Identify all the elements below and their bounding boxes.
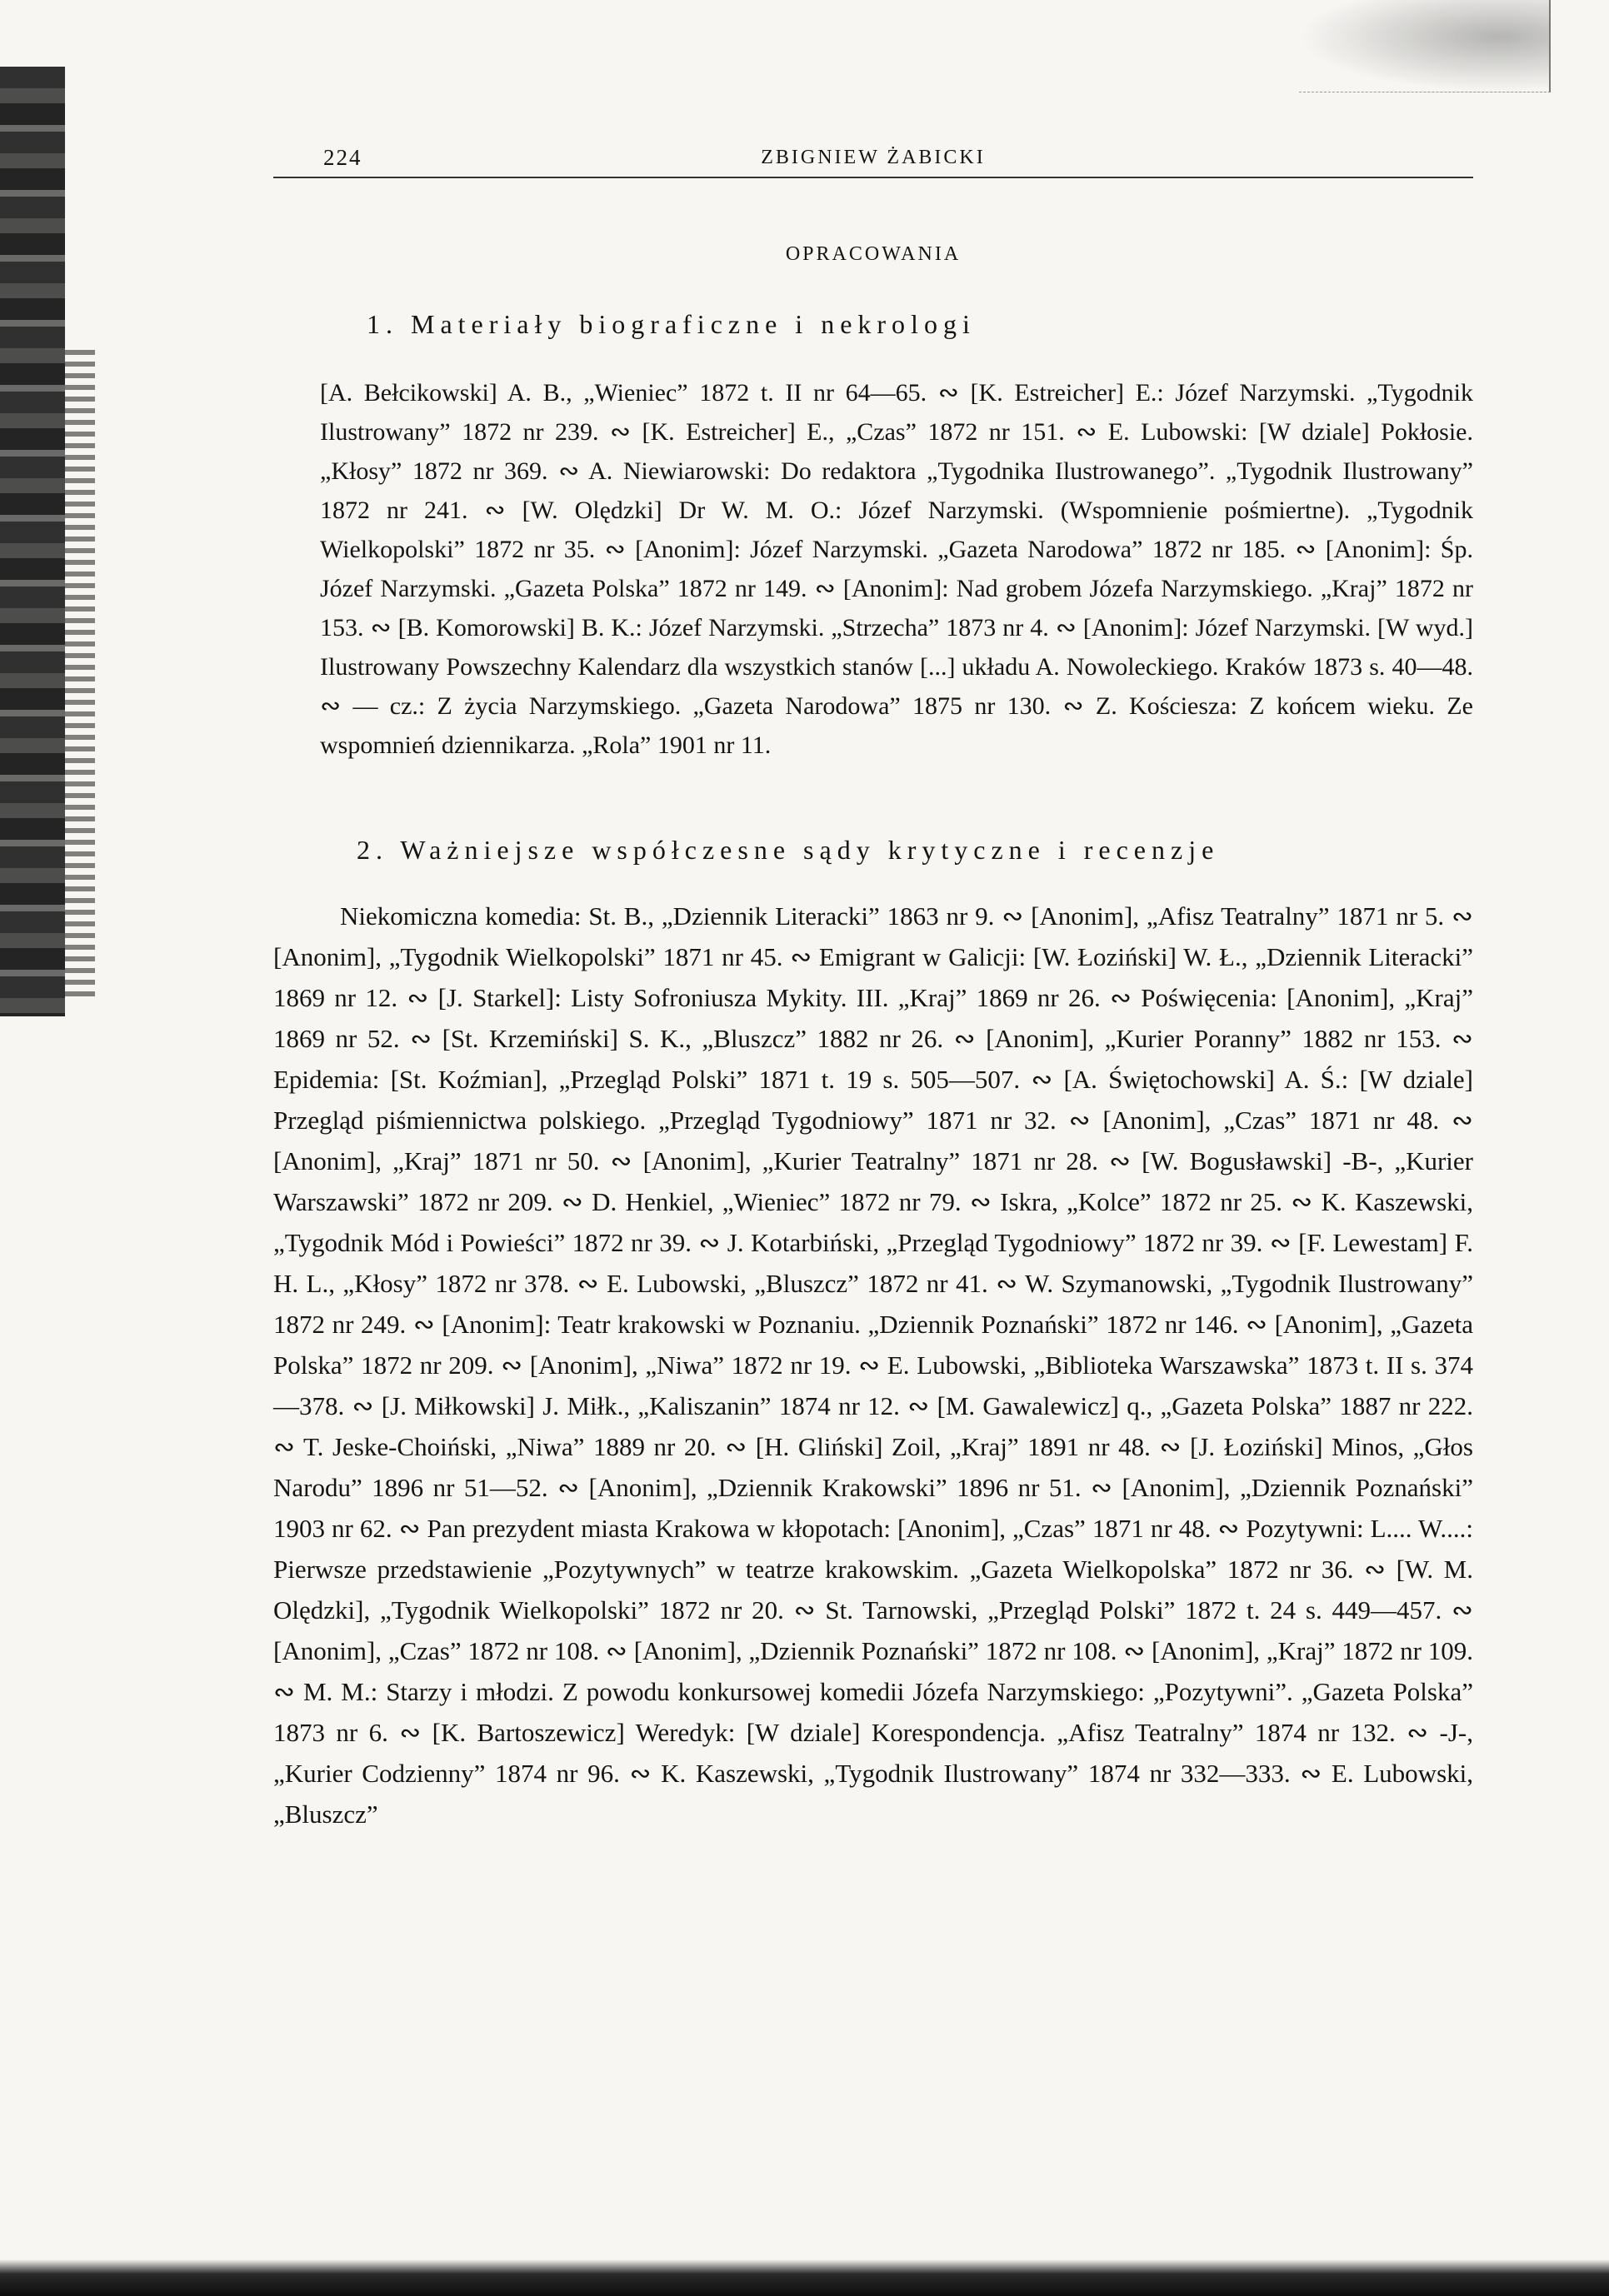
scan-edge-left	[0, 67, 65, 1016]
subsection-body-biographical: [A. Bełcikowski] A. B., „Wieniec” 1872 t. II nr 64—65. ∾ [K. Estreicher] E.: Józef Narzymski. „Tygodnik Ilustrowany” 1872 nr 239. ∾ [K. Estreicher] E., „Czas” 1872 nr 151. ∾ E. Lubowski: [W dziale] Pokłosie. „Kłosy” 1872 nr 369. ∾ A. Niewiarowski: Do redaktora „Tygodnika Ilustrowanego”. „Tygodnik Ilustrowany” 1872 nr 241. ∾ [W. Olędzki] Dr W. M. O.: Józef Narzymski. (Wspomnienie pośmiertne). „Tygodnik Wielkopolski” 1872 nr 35. ∾ [Anonim]: Józef Narzymski. „Gazeta Narodowa” 1872 nr 185. ∾ [Anonim]: Śp. Józef Narzymski. „Gazeta Polska” 1872 nr 149. ∾ [Anonim]: Nad grobem Józefa Narzymskiego. „Kraj” 1872 nr 153. ∾ [B. Komorowski] B. K.: Józef Narzymski. „Strzecha” 1873 nr 4. ∾ [Anonim]: Józef Narzymski. [W wyd.] Ilustrowany Powszechny Kalendarz dla wszystkich stanów [...] układu A. Nowoleckiego. Kraków 1873 s. 40—48. ∾ — cz.: Z życia Narzymskiego. „Gazeta Narodowa” 1875 nr 130. ∾ Z. Kościesza: Z końcem wieku. Ze wspomnień dziennikarza. „Rola” 1901 nr 11.	[320, 379, 1473, 759]
subsection-body-reviews: Niekomiczna komedia: St. B., „Dziennik Literacki” 1863 nr 9. ∾ [Anonim], „Afisz Teatralny” 1871 nr 5. ∾ [Anonim], „Tygodnik Wielkopolski” 1871 nr 45. ∾ Emigrant w Galicji: [W. Łoziński] W. Ł., „Dziennik Literacki” 1869 nr 12. ∾ [J. Starkel]: Listy Sofroniusza Mykity. III. „Kraj” 1869 nr 26. ∾ Poświęcenia: [Anonim], „Kraj” 1869 nr 52. ∾ [St. Krzemiński] S. K., „Bluszcz” 1882 nr 26. ∾ [Anonim], „Kurier Poranny” 1882 nr 153. ∾ Epidemia: [St. Koźmian], „Przegląd Polski” 1871 t. 19 s. 505—507. ∾ [A. Świętochowski] A. Ś.: [W dziale] Przegląd piśmiennictwa polskiego. „Przegląd Tygodniowy” 1871 nr 32. ∾ [Anonim], „Czas” 1871 nr 48. ∾ [Anonim], „Kraj” 1871 nr 50. ∾ [Anonim], „Kurier Teatralny” 1871 nr 28. ∾ [W. Bogusławski] -B-, „Kurier Warszawski” 1872 nr 209. ∾ D. Henkiel, „Wieniec” 1872 nr 79. ∾ Iskra, „Kolce” 1872 nr 25. ∾ K. Kaszewski, „Tygodnik Mód i Powieści” 1872 nr 39. ∾ J. Kotarbiński, „Przegląd Tygodniowy” 1872 nr 39. ∾ [F. Lewestam] F. H. L., „Kłosy” 1872 nr 378. ∾ E. Lubowski, „Bluszcz” 1872 nr 41. ∾ W. Szymanowski, „Tygodnik Ilustrowany” 1872 nr 249. ∾ [Anonim]: Teatr krakowski w Poznaniu. „Dziennik Poznański” 1872 nr 146. ∾ [Anonim], „Gazeta Polska” 1872 nr 209. ∾ [Anonim], „Niwa” 1872 nr 19. ∾ E. Lubowski, „Biblioteka Warszawska” 1873 t. II s. 374—378. ∾ [J. Miłkowski] J. Miłk., „Kaliszanin” 1874 nr 12. ∾ [M. Gawalewicz] q., „Gazeta Polska” 1887 nr 222. ∾ T. Jeske-Choiński, „Niwa” 1889 nr 20. ∾ [H. Gliński] Zoil, „Kraj” 1891 nr 48. ∾ [J. Łoziński] Minos, „Głos Narodu” 1896 nr 51—52. ∾ [Anonim], „Dziennik Krakowski” 1896 nr 51. ∾ [Anonim], „Dziennik Poznański” 1903 nr 62. ∾ Pan prezydent miasta Krakowa w kłopotach: [Anonim], „Czas” 1871 nr 48. ∾ Pozytywni: L.... W....: Pierwsze przedstawienie „Pozytywnych” w teatrze krakowskim. „Gazeta Wielkopolska” 1872 nr 36. ∾ [W. M. Olędzki], „Tygodnik Wielkopolski” 1872 nr 20. ∾ St. Tarnowski, „Przegląd Polski” 1872 t. 24 s. 449—457. ∾ [Anonim], „Czas” 1872 nr 108. ∾ [Anonim], „Dziennik Poznański” 1872 nr 108. ∾ [Anonim], „Kraj” 1872 nr 109. ∾ M. M.: Starzy i młodzi. Z powodu konkursowej komedii Józefa Narzymskiego: „Pozytywni”. „Gazeta Polska” 1873 nr 6. ∾ [K. Bartoszewicz] Weredyk: [W dziale] Korespondencja. „Afisz Teatralny” 1874 nr 132. ∾ -J-, „Kurier Codzienny” 1874 nr 96. ∾ K. Kaszewski, „Tygodnik Ilustrowany” 1874 nr 332—333. ∾ E. Lubowski, „Bluszcz”	[273, 901, 1473, 1829]
running-head	[273, 140, 1473, 178]
subsection-title-reviews: 2. Ważniejsze współczesne sądy krytyczne i recenzje	[357, 835, 1220, 865]
subsection-title-biographical: 1. Materiały biograficzne i nekrologi	[367, 309, 976, 339]
running-head-title: ZBIGNIEW ŻABICKI	[761, 147, 986, 168]
scan-edge-noise	[65, 350, 95, 1000]
scan-edge-bottom	[0, 2259, 1609, 2296]
section-heading: OPRACOWANIA	[785, 243, 962, 265]
page-number: 224	[323, 145, 362, 170]
scan-corner-mark	[1299, 0, 1551, 92]
book-page	[273, 140, 1473, 1834]
